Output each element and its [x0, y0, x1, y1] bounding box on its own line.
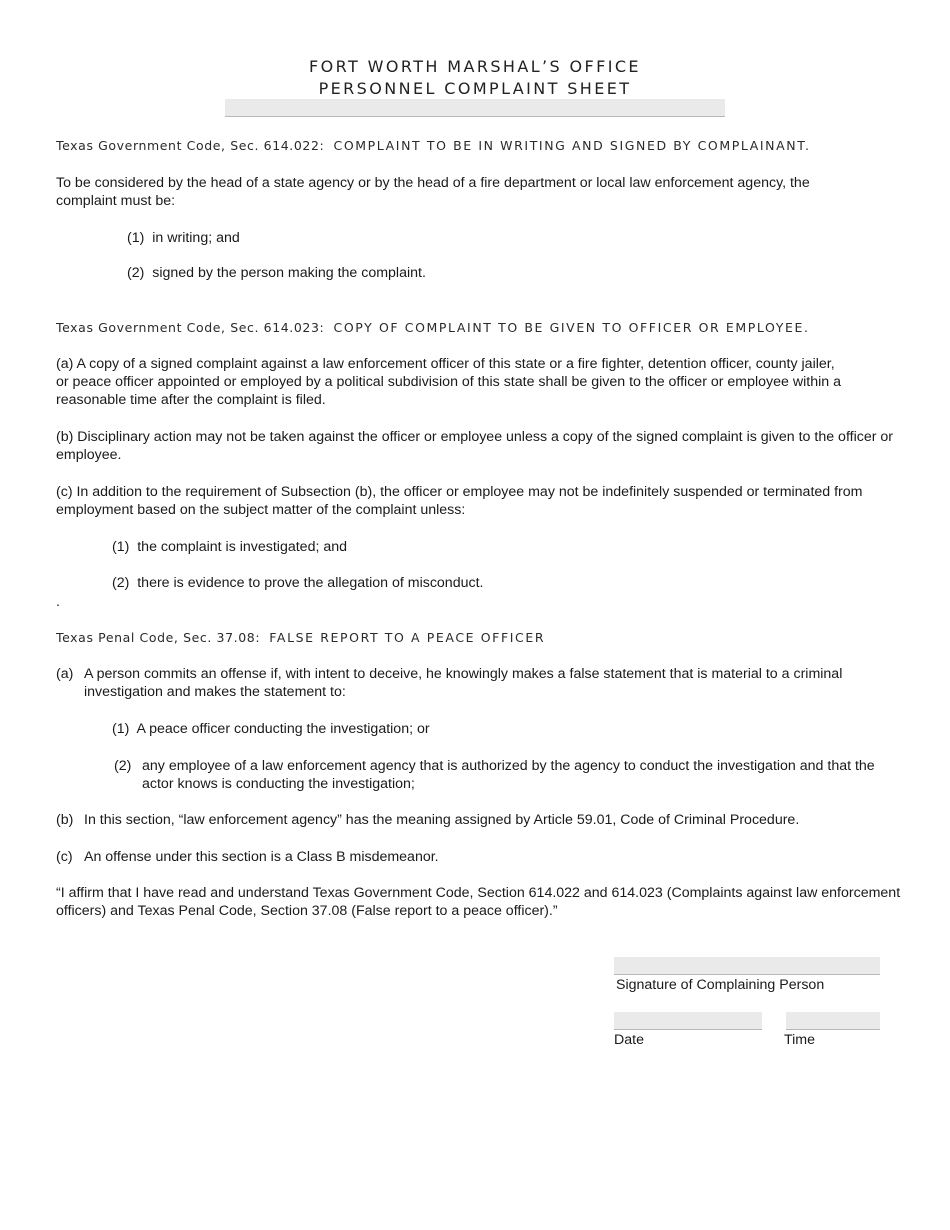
list-number: (2)	[127, 265, 145, 281]
list-text: there is evidence to prove the allegation of misconduct.	[137, 575, 484, 591]
list-item	[112, 538, 347, 556]
list-text: A peace officer conducting the investigation; or	[136, 721, 430, 737]
list-text: signed by the person making the complaint.	[152, 265, 426, 281]
subsection-c: (c) In addition to the requirement of Subsection (b), the officer or employee may not be indefinitely suspended or terminated from employment based on the subject matter of the complaint unless:	[56, 484, 863, 518]
list-number: (2)	[112, 575, 130, 591]
list-text: the complaint is investigated; and	[137, 539, 348, 555]
list-number: (1)	[127, 230, 145, 246]
affirmation-statement: “I affirm that I have read and understand Texas Government Code, Section 614.022 and 614.023 (Complaints against law enforcement officers) and Texas Penal Code, Section 37.08 (False report to a peace officer).”	[56, 885, 901, 919]
subsection-a: (a) A copy of a signed complaint against a law enforcement officer of this state or a fire fighter, detention officer, county jailer, or peace officer appointed or employed by a political subdivision of this state shall be given to the officer or employee within a reasonable time after the complaint is filed.	[56, 356, 841, 408]
time-label: Time	[784, 1032, 816, 1048]
list-text: any employee of a law enforcement agency that is authorized by the agency to conduct the investigation and that the actor knows is conducting the investigation;	[142, 758, 875, 792]
stray-dot: .	[56, 594, 60, 610]
subsection-label: (b)	[56, 812, 74, 828]
page-title: PERSONNEL COMPLAINT SHEET	[318, 79, 632, 98]
subsection-b: (b) Disciplinary action may not be taken against the officer or employee unless a copy of the signed complaint is given to the officer or employee.	[56, 429, 893, 463]
signature-field[interactable]	[614, 957, 880, 975]
code-reference: Texas Government Code, Sec. 614.023:	[56, 320, 325, 335]
org-name: FORT WORTH MARSHAL’S OFFICE	[309, 57, 641, 76]
subsection-a-text: A person commits an offense if, with intent to deceive, he knowingly makes a false statement that is material to a criminal investigation and makes the statement to:	[84, 666, 843, 700]
list-number: (1)	[112, 539, 130, 555]
time-field[interactable]	[786, 1012, 880, 1030]
list-item	[112, 574, 483, 592]
section-title: FALSE REPORT TO A PEACE OFFICER	[269, 630, 546, 645]
code-reference: Texas Government Code, Sec. 614.022:	[56, 138, 325, 153]
header-form-field[interactable]	[225, 99, 725, 117]
signature-label: Signature of Complaining Person	[616, 977, 825, 993]
subsection-label: (c)	[56, 849, 73, 865]
subsection-label: (a)	[56, 666, 74, 682]
date-field[interactable]	[614, 1012, 762, 1030]
list-text: in writing; and	[152, 230, 240, 246]
section-heading-614-023	[56, 320, 810, 335]
list-item	[112, 720, 430, 738]
list-number: (1)	[112, 721, 130, 737]
code-reference: Texas Penal Code, Sec. 37.08:	[56, 630, 261, 645]
list-item	[127, 264, 426, 282]
subsection-c-text: An offense under this section is a Class B misdemeanor.	[84, 849, 439, 865]
subsection-b-text: In this section, “law enforcement agency” has the meaning assigned by Article 59.01, Code of Criminal Procedure.	[84, 812, 800, 828]
section-heading-37-08	[56, 630, 545, 645]
section-title: COPY OF COMPLAINT TO BE GIVEN TO OFFICER OR EMPLOYEE.	[333, 320, 810, 335]
list-item	[127, 229, 240, 247]
section-title: COMPLAINT TO BE IN WRITING AND SIGNED BY COMPLAINANT.	[333, 138, 811, 153]
section1-intro: To be considered by the head of a state agency or by the head of a fire department or local law enforcement agency, the complaint must be:	[56, 175, 810, 209]
date-label: Date	[614, 1032, 644, 1048]
section-heading-614-022	[56, 138, 811, 153]
list-number: (2)	[114, 758, 132, 774]
